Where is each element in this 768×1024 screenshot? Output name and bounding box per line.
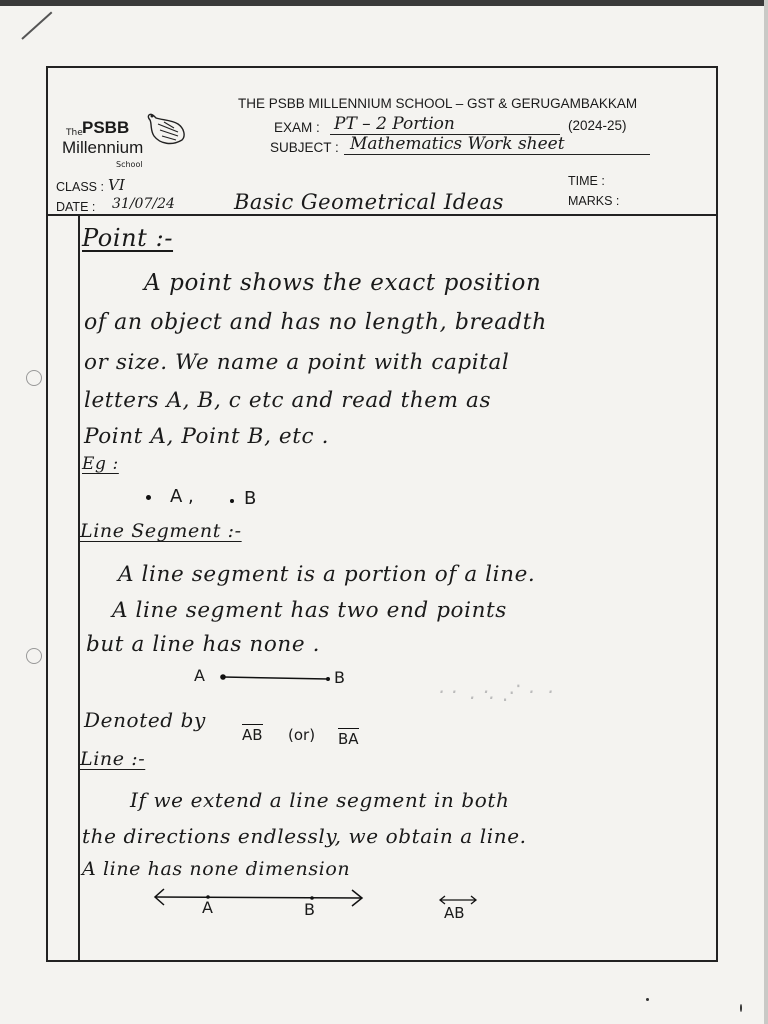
segment-heading: Line Segment :-	[80, 520, 242, 542]
line-label-a: A	[202, 898, 213, 917]
logo-school: School	[116, 160, 143, 169]
segment-label-b: B	[334, 668, 345, 687]
worksheet	[46, 66, 718, 962]
segment-label-a: A	[194, 666, 205, 685]
worksheet-header	[48, 68, 716, 216]
pen-mark	[21, 11, 52, 39]
logo-millennium: Millennium	[62, 138, 144, 157]
exam-label: EXAM :	[274, 120, 320, 135]
speck	[646, 998, 649, 1001]
point-a-dot	[146, 495, 151, 500]
subject-underline	[344, 154, 650, 155]
denoted-or: (or)	[288, 726, 316, 744]
marks-label: MARKS :	[568, 194, 620, 208]
scan-right-edge	[764, 0, 768, 1024]
segment-line-2: A line segment has two end points	[112, 598, 507, 623]
exam-value: PT – 2 Portion	[334, 114, 455, 134]
punch-hole	[26, 370, 42, 386]
punch-hole	[26, 648, 42, 664]
line-figure	[152, 886, 366, 908]
segment-line-3: but a line has none .	[86, 632, 321, 657]
point-line-3: or size. We name a point with capital	[84, 350, 510, 375]
line-heading: Line :-	[80, 748, 146, 770]
denoted-ab: AB	[242, 726, 263, 744]
topic-title: Basic Geometrical Ideas	[234, 190, 504, 214]
date-label: DATE :	[56, 200, 96, 214]
point-line-4: letters A, B, c etc and read them as	[84, 388, 492, 413]
speck	[740, 1004, 742, 1012]
logo-the: The	[66, 128, 83, 138]
point-heading: Point :-	[82, 224, 174, 252]
line-line-1: If we extend a line segment in both	[130, 788, 510, 812]
time-label: TIME :	[568, 174, 605, 188]
class-label: CLASS :	[56, 180, 104, 194]
school-logo	[60, 114, 190, 174]
eg-label: Eg :	[82, 454, 119, 474]
margin-line	[78, 214, 80, 962]
line-label-b: B	[304, 900, 315, 919]
denoted-text: Denoted by	[84, 708, 206, 732]
point-line-2: of an object and has no length, breadth	[84, 310, 547, 335]
class-value: VI	[108, 176, 125, 194]
denoted-ba: BA	[338, 730, 359, 748]
bird-emblem-icon	[144, 110, 188, 150]
faint-smudge: · · . ·. ⋰ · ·	[438, 680, 554, 704]
date-value: 31/07/24	[112, 196, 175, 212]
point-line-1: A point shows the exact position	[144, 270, 542, 296]
eg-point-a: A ,	[170, 486, 194, 507]
logo-psbb: PSBB	[82, 118, 130, 137]
eg-point-b: B	[244, 488, 257, 509]
point-line-5: Point A, Point B, etc .	[84, 424, 330, 449]
line-notation: AB	[444, 904, 465, 922]
line-segment-figure	[216, 668, 336, 688]
point-b-dot	[230, 499, 234, 503]
line-line-2: the directions endlessly, we obtain a line.	[82, 824, 527, 848]
subject-label: SUBJECT :	[270, 140, 339, 155]
school-name: THE PSBB MILLENNIUM SCHOOL – GST & GERUGAMBAKKAM	[238, 96, 638, 111]
exam-year: (2024-25)	[568, 118, 627, 133]
scan-edge	[0, 0, 768, 6]
line-line-3: A line has none dimension	[82, 858, 351, 880]
segment-line-1: A line segment is a portion of a line.	[118, 562, 536, 587]
subject-value: Mathematics Work sheet	[350, 134, 565, 154]
